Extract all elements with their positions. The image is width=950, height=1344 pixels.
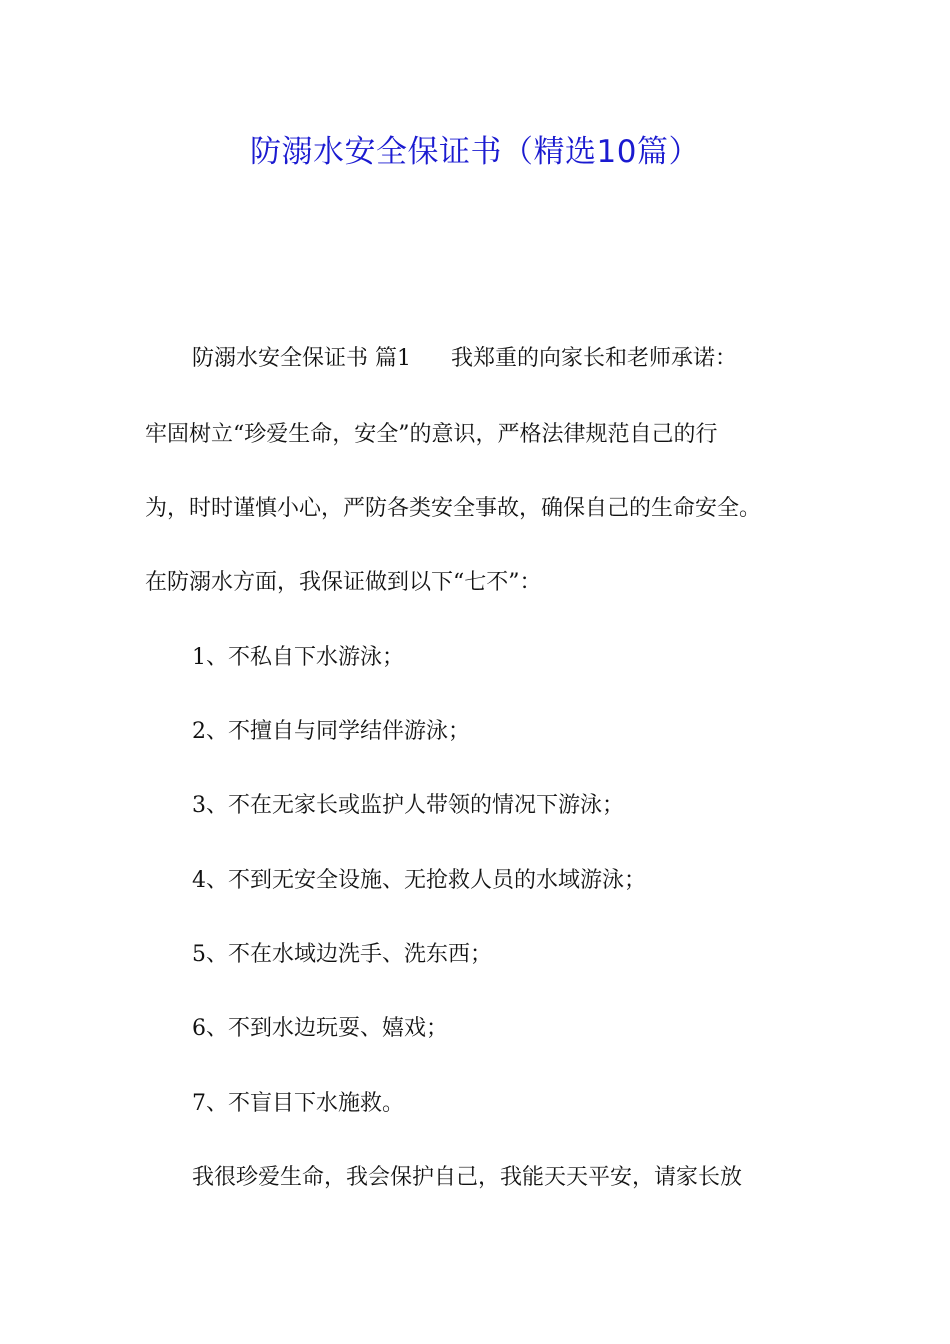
paragraph-line: 牢固树立“珍爱生命，安全”的意识，严格法律规范自己的行 bbox=[145, 422, 718, 447]
closing-paragraph-line: 我很珍爱生命，我会保护自己，我能天天平安，请家长放 bbox=[192, 1165, 743, 1190]
list-item: 4、不到无安全设施、无抢救人员的水域游泳； bbox=[192, 868, 646, 893]
list-item: 6、不到水边玩耍、嬉戏； bbox=[192, 1016, 448, 1041]
paragraph-line: 在防溺水方面，我保证做到以下“七不”： bbox=[145, 570, 542, 595]
list-item: 7、不盲目下水施救。 bbox=[192, 1091, 404, 1116]
paragraph-text: 我郑重的向家长和老师承诺： bbox=[451, 346, 738, 371]
document-title: 防溺水安全保证书（精选10篇） bbox=[250, 134, 700, 170]
paragraph-first-line bbox=[192, 342, 737, 376]
list-item: 2、不擅自与同学结伴游泳； bbox=[192, 719, 470, 744]
list-item: 1、不私自下水游泳； bbox=[192, 645, 404, 670]
list-item: 5、不在水域边洗手、洗东西； bbox=[192, 942, 492, 967]
section-heading: 防溺水安全保证书 篇1 bbox=[192, 346, 411, 371]
paragraph-line: 为，时时谨慎小心，严防各类安全事故，确保自己的生命安全。 bbox=[145, 496, 762, 521]
list-item: 3、不在无家长或监护人带领的情况下游泳； bbox=[192, 793, 624, 818]
